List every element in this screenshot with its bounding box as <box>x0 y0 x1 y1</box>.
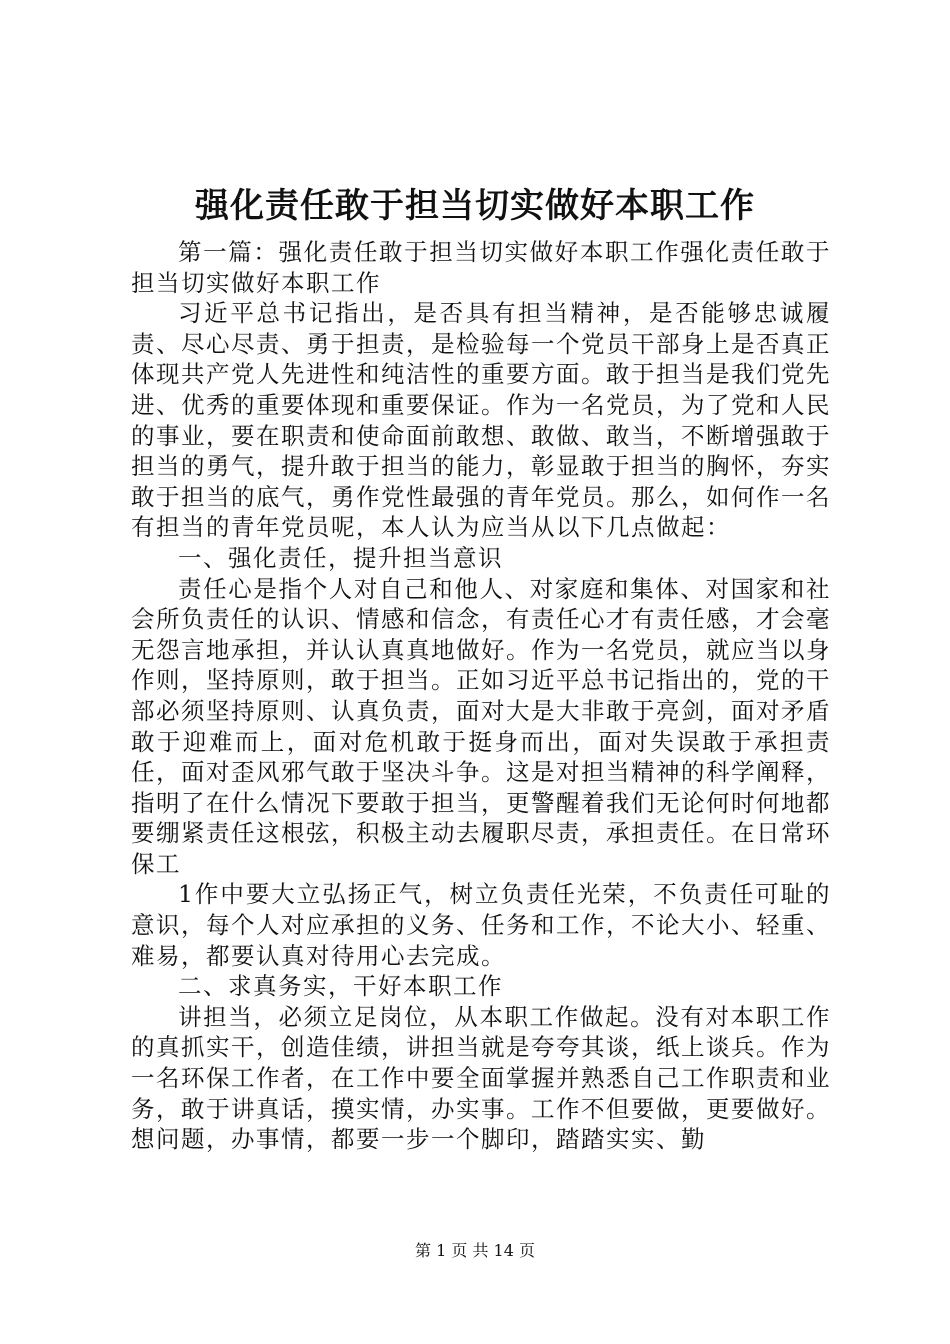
document-title: 强化责任敢于担当切实做好本职工作 <box>195 186 755 226</box>
document-body <box>131 237 831 1155</box>
section-heading: 一、强化责任，提升担当意识 <box>178 543 503 572</box>
section-heading: 二、求真务实，干好本职工作 <box>178 972 503 1001</box>
page-footer: 第 1 页 共 14 页 <box>415 1241 535 1260</box>
paragraph: 责任心是指个人对自己和他人、对家庭和集体、对国家和社会所负责任的认识、情感和信念，有责任心才有责任感，才会毫无怨言地承担，并认认真真地做好。作为一名党员，就应当以身作则，坚持原则，敢于担当。正如习近平总书记指出的，党的干部必须坚持原则、认真负责，面对大是大非敢于亮剑，面对矛盾敢于迎难而上，面对危机敢于挺身而出，面对失误敢于承担责任，面对歪风邪气敢于坚决斗争。这是对担当精神的科学阐释，指明了在什么情况下要敢于担当，更警醒着我们无论何时何地都要绷紧责任这根弦，积极主动去履职尽责，承担责任。在日常环保工 <box>131 574 831 878</box>
paragraph: 讲担当，必须立足岗位，从本职工作做起。没有对本职工作的真抓实干，创造佳绩，讲担当就是夸夸其谈，纸上谈兵。作为一名环保工作者，在工作中要全面掌握并熟悉自己工作职责和业务，敢于讲真话，摸实情，办实事。工作不但要做，更要做好。想问题，办事情，都要一步一个脚印，踏踏实实、勤 <box>131 1002 831 1154</box>
paragraph: 1作中要大立弘扬正气，树立负责任光荣，不负责任可耻的意识，每个人对应承担的义务、任务和工作，不论大小、轻重、难易，都要认真对待用心去完成。 <box>131 880 831 970</box>
paragraph-intro: 第一篇：强化责任敢于担当切实做好本职工作强化责任敢于担当切实做好本职工作 <box>131 238 831 297</box>
paragraph: 习近平总书记指出，是否具有担当精神，是否能够忠诚履责、尽心尽责、勇于担责，是检验每一个党员干部身上是否真正体现共产党人先进性和纯洁性的重要方面。敢于担当是我们党先进、优秀的重要体现和重要保证。作为一名党员，为了党和人民的事业，要在职责和使命面前敢想、敢做、敢当，不断增强敢于担当的勇气，提升敢于担当的能力，彰显敢于担当的胸怀，夯实敢于担当的底气，勇作党性最强的青年党员。那么，如何作一名有担当的青年党员呢，本人认为应当从以下几点做起： <box>131 299 831 542</box>
